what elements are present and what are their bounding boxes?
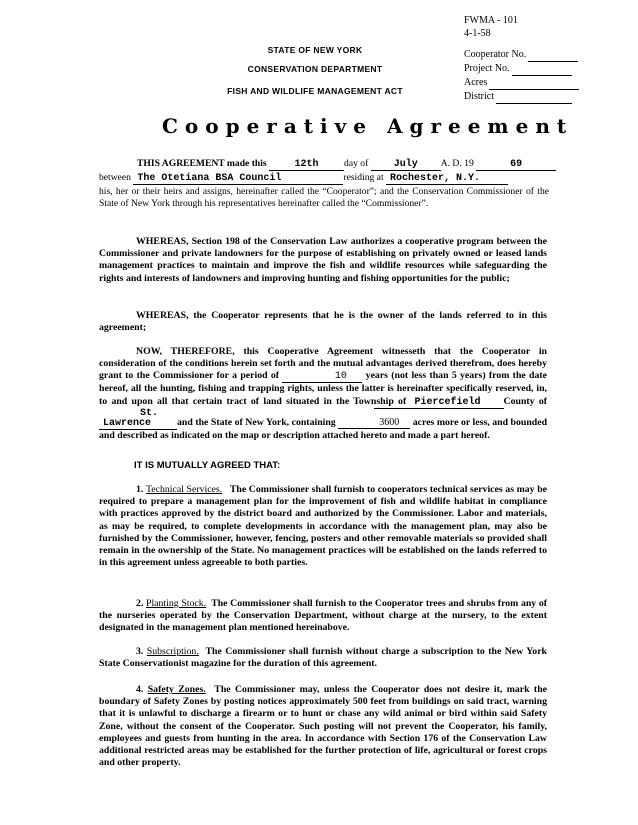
intro-line-1 [99, 158, 549, 171]
intro-text: between [99, 172, 131, 183]
meta-field-project-no [464, 62, 579, 76]
county-field[interactable]: St. Lawrence [99, 409, 177, 430]
clause-number: 3. [136, 646, 144, 657]
therefore-text: acres more or less, and bounded and described as indicated on the map or description attached hereto and made a part hereof. [99, 416, 548, 441]
intro-paragraph [99, 158, 549, 210]
clause-safety-zones [99, 684, 547, 769]
clause-subscription [99, 646, 547, 670]
intro-line-2 [99, 172, 549, 185]
clause-heading: Safety Zones. [147, 684, 206, 695]
year-field[interactable]: 69 [476, 160, 556, 171]
residence-field[interactable]: Rochester, N.Y. [386, 174, 508, 185]
meta-field-district [464, 90, 579, 104]
intro-text: day of [344, 158, 369, 169]
project-no-field[interactable] [512, 66, 572, 76]
intro-text: residing at [343, 172, 384, 183]
township-field[interactable]: Piercefield [374, 398, 504, 409]
header-state: STATE OF NEW YORK [267, 45, 363, 55]
meta-label: Acres [464, 77, 488, 88]
month-field[interactable]: July [371, 160, 441, 171]
meta-field-acres [464, 76, 579, 90]
cooperator-no-field[interactable] [528, 52, 578, 62]
clause-text: The Commissioner shall furnish to cooperators technical services as may be required to prepare a management plan for the improvement of fish and wildlife habitat in compliance with practices approved by the district board and authorized by the Commissioner. Labor and materials, as may be required, to complete developments in accordance with the management plan, may also be furnished by the Commissioner, however, fencing, posters and other removable materials so provided shall remain in the ownership of the State. No management practices will be established on the lands referred to in this agreement unless agreeable to both parties. [99, 484, 547, 569]
header-act: FISH AND WILDLIFE MANAGEMENT ACT [227, 86, 403, 96]
clause-planting-stock [99, 598, 547, 635]
whereas-paragraph-1: WHEREAS, Section 198 of the Conservation Law authorizes a cooperative program between the Commissioner and private landowners for the purpose of establishing on privately owned or leased lands management practices to maintain and improve the fish and wildlife resources while safeguarding the rights and interests of landowners and improving hunting and fishing opportunities for the public; [99, 236, 547, 284]
header-department: CONSERVATION DEPARTMENT [247, 64, 383, 74]
day-field[interactable]: 12th [269, 160, 344, 171]
meta-field-cooperator-no [464, 48, 579, 62]
meta-fields [464, 48, 579, 104]
intro-continuation: his, her or their heirs and assigns, hereinafter called the “Cooperator”; and the Conservation Commissioner of the State of New York through his representatives hereinafter called the “Commissioner”. [99, 186, 549, 210]
meta-label: District [464, 91, 494, 102]
document-title: Cooperative Agreement [162, 114, 574, 138]
clause-text: The Commissioner shall furnish without charge a subscription to the New York State Conservationist magazine for the duration of this agreement. [99, 646, 547, 670]
intro-text: A. D. 19 [440, 158, 474, 169]
clause-technical-services [99, 484, 547, 569]
intro-text: THIS AGREEMENT made this [137, 158, 267, 169]
clause-text: The Commissioner shall furnish to the Cooperator trees and shrubs from any of the nurseries operated by the Conservation Department, without charge at the nursery, to the extent designated in the management plan mentioned hereinabove. [99, 598, 547, 634]
meta-label: Cooperator No. [464, 49, 527, 60]
therefore-text: years (not less than 5 years) from the date hereof, all the hunting, fishing and trapping rights, unless the latter is hereinafter specifically reserved, in, to and upon all that certain tract of land situated in the Township of [99, 370, 548, 407]
district-field[interactable] [496, 94, 572, 104]
form-revision: 4-1-58 [464, 28, 491, 39]
clause-number: 1. [136, 484, 144, 495]
therefore-text: County of [503, 395, 547, 407]
clause-heading: Technical Services. [145, 484, 223, 495]
period-years-field[interactable]: 10 [282, 372, 362, 383]
form-code: FWMA - 101 [464, 15, 518, 26]
clause-heading: Planting Stock. [146, 598, 207, 609]
whereas-paragraph-2: WHEREAS, the Cooperator represents that he is the owner of the lands referred to in this agreement; [99, 310, 547, 334]
therefore-text: and the State of New York, containing [177, 416, 336, 428]
acres-field[interactable]: 3600 [338, 418, 410, 429]
cooperator-name-field[interactable]: The Otetiana BSA Council [133, 174, 343, 185]
clause-number: 4. [136, 684, 144, 695]
clause-heading: Subscription. [146, 646, 199, 657]
mutually-agreed-heading: IT IS MUTUALLY AGREED THAT: [134, 460, 281, 471]
clause-number: 2. [136, 598, 144, 609]
therefore-paragraph [99, 346, 547, 442]
acres-meta-field[interactable] [489, 80, 579, 90]
clause-text: The Commissioner may, unless the Cooperator does not desire it, mark the boundary of Safety Zones by posting notices approximately 500 feet from buildings on said tract, warning that it is unlawful to discharge a firearm or to hunt or chase any wild animal or bird within said Safety Zone, without the consent of the Cooperator. Such posting will not prevent the Cooperator, his family, employees and guests from hunting in the area. In accordance with Section 176 of the Conservation Law additional restricted areas may be established for the further protection of life, agricultural or forest crops and other property. [99, 684, 547, 769]
therefore-text: NOW, THEREFORE, this Cooperative Agreement witnesseth that the Cooperator in consideration of the conditions herein set forth and the mutual advantages derived therefrom, does hereby grant to the Commissioner for a period of [99, 346, 547, 382]
meta-label: Project No. [464, 63, 510, 74]
